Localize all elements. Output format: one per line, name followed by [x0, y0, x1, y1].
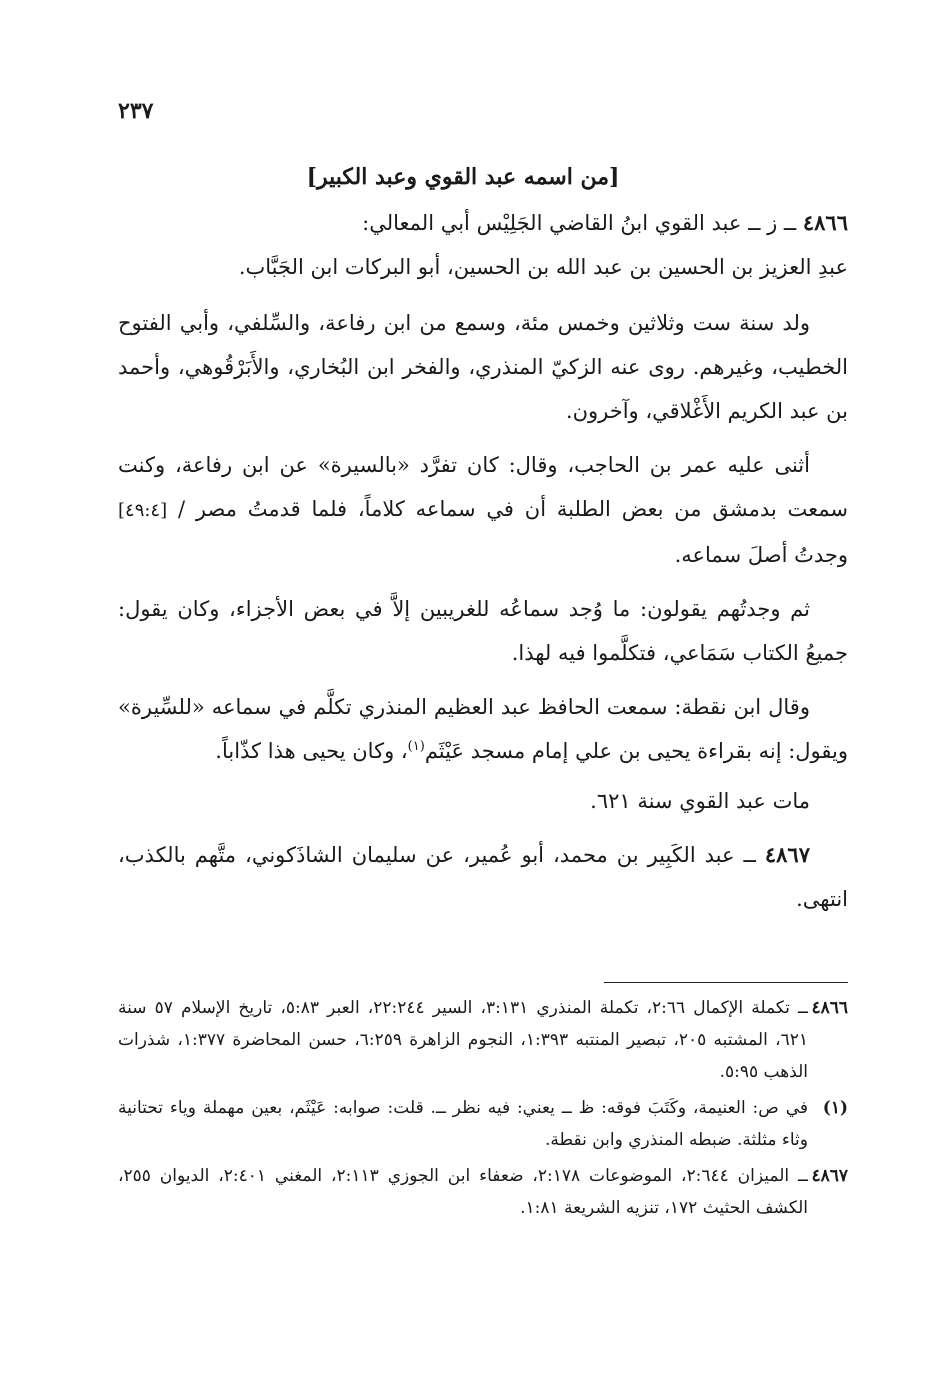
- ibn-nuqta-text-end: ، وكان يحيى هذا كذّاباً.: [215, 739, 408, 763]
- footnote-text: ــ الميزان ٢:٦٤٤، الموضوعات ٢:١٧٨، ضعفاء ابن الجوزي ٢:١١٣، المغني ٢:٤٠١، الديوان ٢٥٥، الكشف الحثيث ١٧٢، تنزيه الشريعة ١:٨١.: [118, 1166, 808, 1218]
- entry-4866-line1: ــ ز ــ عبد القوي ابنُ القاضي الجَلِيْس أبي المعالي:: [362, 211, 797, 235]
- main-text: [118, 155, 848, 921]
- footnote-item: [118, 1160, 848, 1224]
- manuscript-page-ref: [٤٩:٤]: [118, 500, 168, 521]
- entry-4866-paragraph-criticism: ثم وجدتُهم يقولون: ما وُجد سماعُه للغريبين إلاَّ في بعض الأجزاء، وكان يقول: جميعُ الكتاب سَمَاعي، فتكلَّموا فيه لهذا.: [118, 597, 848, 665]
- entry-4866-paragraph-ibn-nuqta: [118, 685, 848, 773]
- page-number: ٢٣٧: [118, 98, 154, 124]
- entry-4867: [118, 833, 848, 921]
- entry-4866-death: مات عبد القوي سنة ٦٢١.: [590, 789, 810, 813]
- entry-number: ٤٨٦٦: [802, 210, 848, 235]
- footnote-divider: [604, 982, 848, 983]
- footnote-label: (١): [822, 1098, 848, 1118]
- entry-4867-text: ــ عبد الكَبِير بن محمد، أبو عُمير، عن سليمان الشاذَكوني، متَّهم بالكذب، انتهى.: [118, 843, 848, 911]
- entry-number: ٤٨٦٧: [764, 842, 810, 867]
- entry-4866-paragraph-praise: [118, 443, 848, 577]
- footnote-label: ٤٨٦٦: [811, 998, 848, 1018]
- footnote-label: ٤٨٦٧: [811, 1166, 848, 1186]
- footnote-text: في ص: العنيمة، وكَتَبَ فوقه: ظ ــ يعني: فيه نظر ــ. قلت: صوابه: عَيْثَم، بعين مهملة وياء تحتانية وثاء مثلثة. ضبطه المنذري وابن نقطة.: [118, 1098, 808, 1150]
- entry-4866-line2: عبدِ العزيز بن الحسين بن عبد الله بن الحسين، أبو البركات ابن الجَبَّاب.: [238, 255, 848, 279]
- praise-text-end: وجدتُ أصلَ سماعه.: [674, 543, 848, 567]
- footnotes: [118, 992, 848, 1228]
- footnote-marker: (١): [407, 739, 425, 754]
- praise-text: أثنى عليه عمر بن الحاجب، وقال: كان تفرَّد «بالسيرة» عن ابن رفاعة، وكنت سمعت بدمشق من بعض الطلبة أن في سماعه كلاماً، فلما قدمتُ مصر /: [118, 453, 849, 521]
- entry-4866-paragraph-birth: ولد سنة ست وثلاثين وخمس مئة، وسمع من ابن رفاعة، والسِّلفي، وأبي الفتوح الخطيب، وغيرهم. روى عنه الزكيّ المنذري، والفخر ابن البُخاري، والأَبَرْقُوهي، وأحمد بن عبد الكريم الأَغْلاقي، وآخرون.: [118, 311, 848, 423]
- section-heading: [من اسمه عبد القوي وعبد الكبير]: [306, 164, 620, 190]
- ibn-nuqta-text: وقال ابن نقطة: سمعت الحافظ عبد العظيم المنذري تكلَّم في سماعه «للسِّيرة» ويقول: إنه بقراءة يحيى بن علي إمام مسجد عَيْثَم: [118, 695, 848, 763]
- footnote-text: ــ تكملة الإكمال ٢:٦٦، تكملة المنذري ٣:١٣١، السير ٢٢:٢٤٤، العبر ٥:٨٣، تاريخ الإسلام ٥٧ سنة ٦٢١، المشتبه ٢٠٥، تبصير المنتبه ١:٣٩٣، النجوم الزاهرة ٦:٢٥٩، حسن المحاضرة ١:٣٧٧، شذرات الذهب ٥:٩٥.: [118, 998, 808, 1082]
- footnote-item: [118, 992, 848, 1088]
- entry-4866-header: [118, 201, 848, 245]
- footnote-item: [118, 1092, 848, 1156]
